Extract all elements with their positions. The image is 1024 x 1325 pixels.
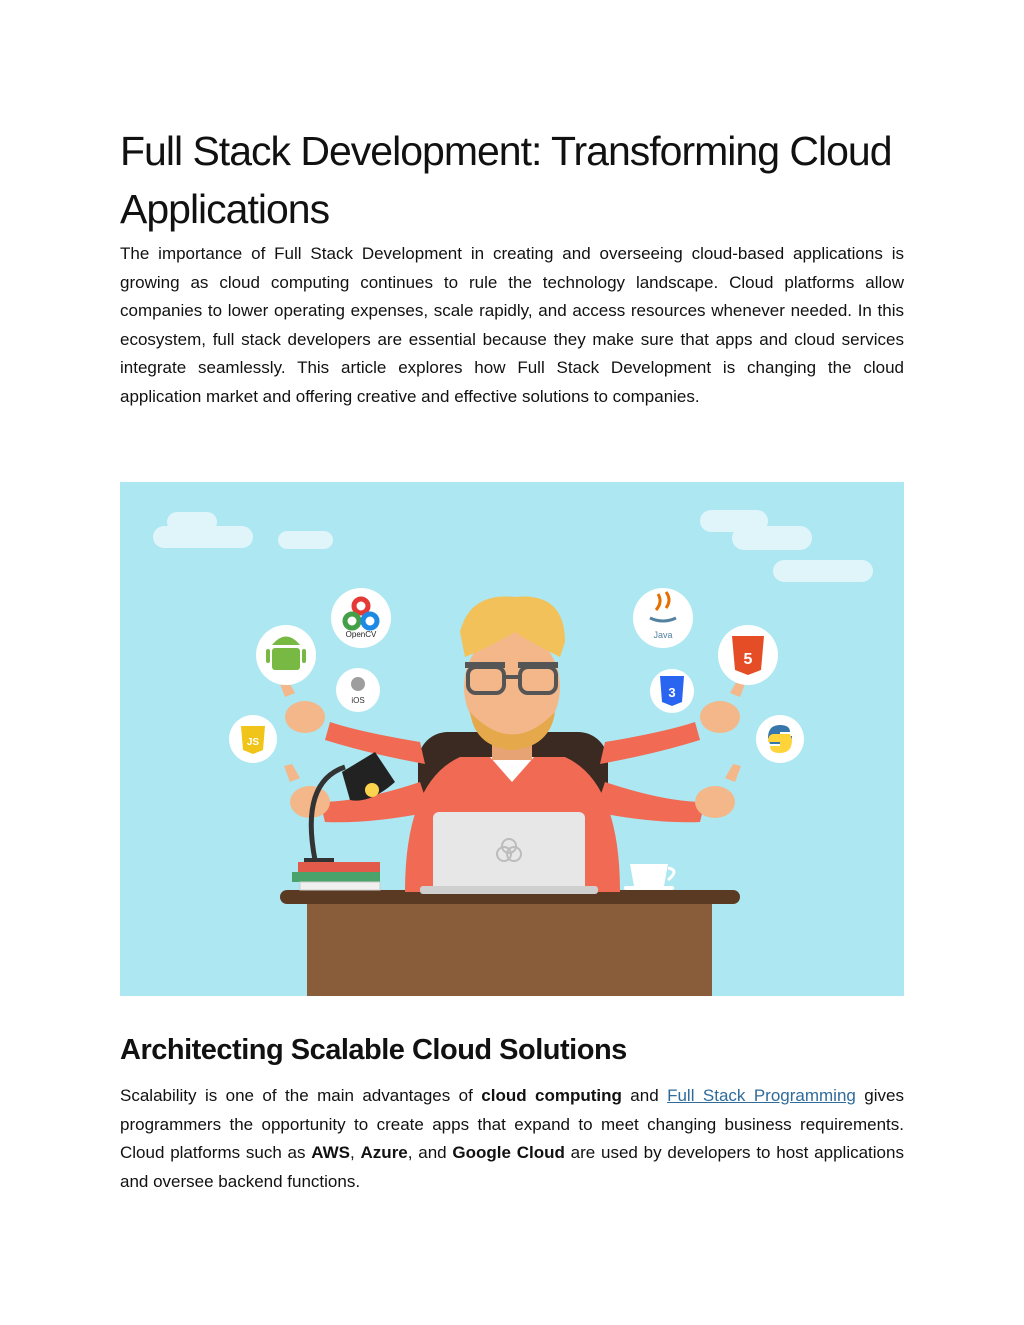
desk-body xyxy=(307,902,712,996)
text-run: and xyxy=(621,1086,668,1105)
javascript-icon xyxy=(229,715,277,763)
html5-icon xyxy=(718,625,778,685)
opencv-icon xyxy=(331,588,391,648)
java-icon xyxy=(633,588,693,648)
bold-term-azure: Azure xyxy=(360,1143,408,1163)
css3-icon xyxy=(650,669,694,713)
full-stack-developer-illustration xyxy=(120,482,904,996)
svg-text:iOS: iOS xyxy=(351,696,365,705)
bold-term-aws: AWS xyxy=(311,1143,351,1163)
text-run: Scalability is one of the main advantages of xyxy=(120,1086,482,1105)
coffee-cup-icon xyxy=(624,864,674,890)
svg-text:Java: Java xyxy=(653,630,673,640)
text-run: , and xyxy=(407,1143,453,1163)
full-stack-programming-link[interactable]: Full Stack Programming xyxy=(667,1086,856,1105)
bold-term-cloud-computing: cloud computing xyxy=(481,1086,622,1105)
android-icon xyxy=(256,625,316,685)
article-title: Full Stack Development: Transforming Cloud Applications xyxy=(120,128,892,232)
svg-text:5: 5 xyxy=(743,651,753,668)
section-heading: Architecting Scalable Cloud Solutions xyxy=(120,1034,627,1066)
python-icon xyxy=(756,715,804,763)
section-paragraph xyxy=(120,1082,904,1196)
svg-text:3: 3 xyxy=(668,685,676,700)
svg-text:OpenCV: OpenCV xyxy=(345,630,377,639)
intro-paragraph: The importance of Full Stack Development in creating and overseeing cloud-based applications is growing as cloud computing continues to rule the technology landscape. Cloud platforms allow companies to lower operating expenses, scale rapidly, and access resources whenever needed. In this ecosystem, full stack developers are essential because they make sure that apps and cloud services integrate seamlessly. This article explores how Full Stack Development is changing the cloud application market and offering creative and effective solutions to companies. xyxy=(120,244,904,406)
bold-term-google-cloud: Google Cloud xyxy=(452,1143,565,1163)
text-run: are used by developers to host applications and oversee backend functions. xyxy=(120,1143,904,1191)
svg-text:JS: JS xyxy=(246,737,260,748)
text-run: gives programmers the opportunity to create apps that expand to meet changing business requirements. Cloud platforms such as xyxy=(120,1086,904,1163)
hero-illustration xyxy=(120,482,904,996)
books-icon xyxy=(292,862,380,890)
ios-icon xyxy=(336,668,380,712)
clouds xyxy=(153,510,873,582)
text-run: , xyxy=(350,1143,361,1163)
